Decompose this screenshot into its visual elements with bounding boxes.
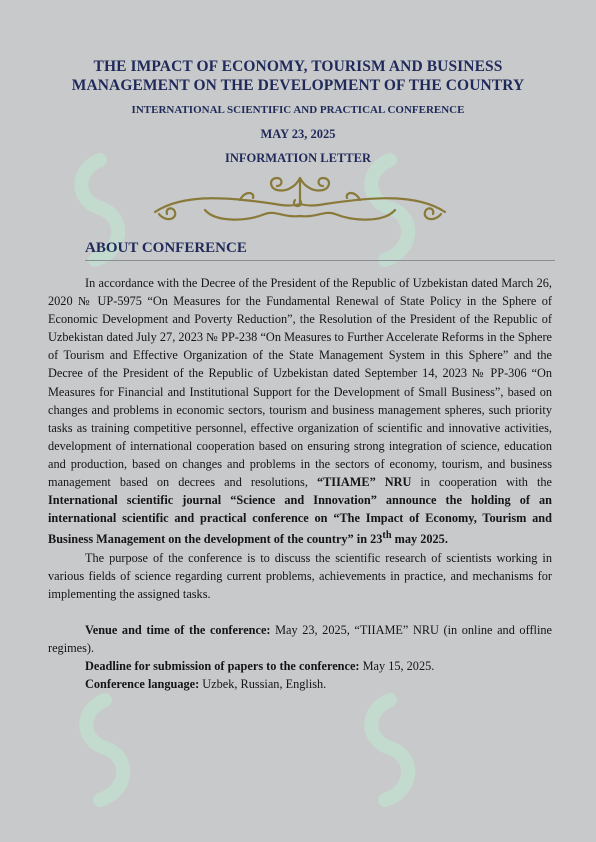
venue-label: Venue and time of the conference:	[85, 622, 271, 637]
letter-heading: INFORMATION LETTER	[225, 151, 371, 165]
intro-paragraph	[48, 274, 552, 549]
date-suffix: th	[382, 530, 392, 542]
announcement-main: International scientific journal “Science and Innovation” announce the holding of an international scientific and practical conference on “The Impact of Economy, Tourism and Business Management on the development of the country” in 23	[48, 493, 552, 547]
section-divider	[85, 260, 555, 261]
conference-subtitle: INTERNATIONAL SCIENTIFIC AND PRACTICAL CONFERENCE	[131, 104, 465, 116]
language-paragraph	[48, 675, 552, 693]
intro-connector: in cooperation with the	[411, 475, 552, 490]
venue-value: May 23, 2025, “TIIAME” NRU (in online and offline regimes).	[48, 622, 552, 655]
page-title: THE IMPACT OF ECONOMY, TOURISM AND BUSINESS MANAGEMENT ON THE DEVELOPMENT OF THE COUNTRY	[71, 58, 525, 94]
language-label: Conference language:	[85, 677, 200, 692]
announcement-end: may 2025.	[391, 532, 448, 547]
conference-date: MAY 23, 2025	[260, 127, 336, 141]
letter-body	[48, 274, 552, 693]
watermark-logo-icon	[75, 690, 145, 810]
organizer-name: “TIIAME” NRU	[316, 475, 412, 490]
deadline-label: Deadline for submission of papers to the conference:	[85, 658, 360, 673]
purpose-paragraph: The purpose of the conference is to discuss the scientific research of scientists working in various fields of science regarding current problems, achievements in practice, and mechanisms for implementing the assigned tasks.	[48, 550, 552, 601]
deadline-paragraph	[48, 657, 552, 675]
section-title: ABOUT CONFERENCE	[85, 240, 247, 256]
watermark-logo-icon	[360, 690, 430, 810]
language-value: Uzbek, Russian, English.	[199, 677, 327, 692]
ornament-divider-icon	[145, 170, 455, 228]
venue-paragraph	[48, 621, 552, 657]
intro-text: In accordance with the Decree of the President of the Republic of Uzbekistan dated March 26, 2020 № UP-5975 “On Measures for the Fundamental Renewal of State Policy in the Sphere of Economic Development and Poverty Reduction”, the Resolution of the President of the Republic of Uzbekistan dated July 27, 2023 № PP-238 “On Measures to Further Accelerate Reforms in the Sphere of Tourism and Effective Organization of the State Management System in this Sphere” and the Decree of the President of the Republic of Uzbekistan dated September 14, 2023 № PP-306 “On Measures for Financial and Institutional Support for the Development of Small Business”, based on changes and problems in economic sectors, tourism and business management spheres, such priority tasks as training competitive personnel, effective organization of scientific and innovative activities, development of international cooperation based on ensuring strong integration of science, education and production, based on changes and problems in the sectors of economy, tourism, and business management based on decrees and resolutions,	[48, 276, 552, 490]
deadline-value: May 15, 2025.	[359, 658, 435, 673]
announcement-text	[48, 493, 552, 546]
